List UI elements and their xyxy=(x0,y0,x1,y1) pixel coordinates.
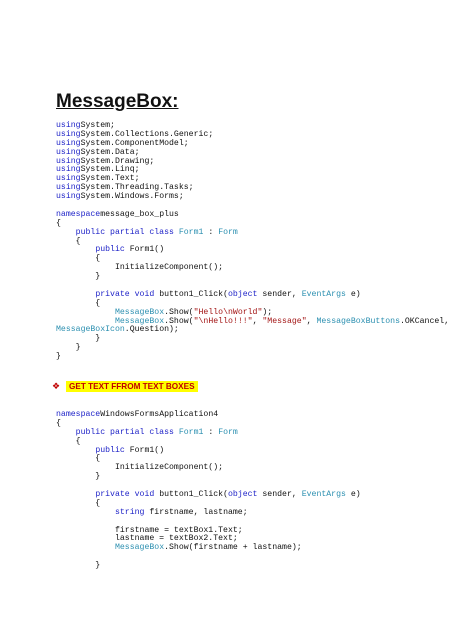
code-token: MessageBoxButtons xyxy=(316,316,400,326)
code-token: .OKCancel, xyxy=(399,316,450,326)
code-token: } xyxy=(56,472,101,482)
code-token: sender, xyxy=(257,289,302,299)
code-token: string xyxy=(114,507,145,517)
code-token: message_box_plus xyxy=(100,209,179,219)
diamond-bullet-icon: ❖ xyxy=(52,382,61,392)
code-line xyxy=(56,273,449,282)
code-token: public xyxy=(95,245,125,255)
code-token: Form1() xyxy=(124,245,165,255)
code-token: public partial class xyxy=(75,427,174,437)
code-token: MessageBox xyxy=(114,316,165,326)
code-token: System.Drawing; xyxy=(80,156,155,166)
code-token: { xyxy=(56,436,81,446)
code-token: : xyxy=(203,427,219,437)
code-token: .Show( xyxy=(164,316,194,326)
code-token: namespace xyxy=(56,209,101,219)
code-token: using xyxy=(56,183,81,193)
code-token: object xyxy=(227,289,258,299)
code-token: using xyxy=(56,147,81,157)
code-token xyxy=(56,543,115,552)
code-token: System.Threading.Tasks; xyxy=(80,183,194,193)
code-line xyxy=(56,353,449,362)
code-token: firstname, lastname; xyxy=(144,507,248,517)
code-token: System.Text; xyxy=(80,174,140,184)
code-token: "\nHello!!!" xyxy=(193,316,253,326)
code-token: using xyxy=(56,165,81,175)
code-token: EventArgs xyxy=(301,289,346,299)
code-line xyxy=(56,326,449,335)
code-token: .Question); xyxy=(124,325,179,335)
code-token xyxy=(56,308,115,317)
code-token: using xyxy=(56,156,81,166)
code-block-textboxes xyxy=(56,411,361,571)
code-token: using xyxy=(56,192,81,202)
code-token: public partial class xyxy=(75,227,174,237)
code-token: namespace xyxy=(56,410,101,419)
code-token: button1_Click( xyxy=(154,289,228,299)
code-token: } xyxy=(56,272,101,282)
code-line xyxy=(56,246,449,255)
code-line xyxy=(56,291,449,300)
code-token: System.Windows.Forms; xyxy=(80,192,184,202)
code-token: e) xyxy=(345,490,361,500)
code-token: using xyxy=(56,121,81,130)
code-token: { xyxy=(56,254,101,264)
code-token: , xyxy=(252,316,263,326)
code-token: } xyxy=(56,334,101,344)
code-token: } xyxy=(56,352,61,362)
code-token: .Show(firstname + lastname); xyxy=(164,543,302,553)
code-token: private void xyxy=(95,289,155,299)
code-line xyxy=(56,335,449,344)
code-token xyxy=(56,490,95,499)
code-token: { xyxy=(56,236,81,246)
code-token xyxy=(56,290,95,299)
code-token: private void xyxy=(95,490,155,500)
code-token: Form1 xyxy=(178,227,204,237)
code-token: MessageBoxIcon xyxy=(56,325,125,335)
code-line xyxy=(56,562,361,571)
code-line xyxy=(56,264,449,273)
code-line xyxy=(56,229,449,238)
section-title-highlighted: GET TEXT FFROM TEXT BOXES xyxy=(66,381,198,392)
code-line xyxy=(56,491,361,500)
code-line xyxy=(56,429,361,438)
code-token: .Show( xyxy=(164,307,194,317)
code-token: , xyxy=(306,316,317,326)
code-token: public xyxy=(95,445,125,455)
code-block-messagebox xyxy=(56,122,449,362)
code-token: Form1 xyxy=(178,427,204,437)
code-line xyxy=(56,464,361,473)
code-token xyxy=(56,428,76,437)
code-line xyxy=(56,211,449,220)
code-token: System.Collections.Generic; xyxy=(80,129,214,139)
code-token: object xyxy=(227,490,258,500)
code-token: System; xyxy=(80,121,115,130)
code-token: { xyxy=(56,298,101,308)
code-token: { xyxy=(56,498,101,508)
code-line xyxy=(56,344,449,353)
code-token: } xyxy=(56,343,81,353)
code-token: System.ComponentModel; xyxy=(80,138,189,148)
code-token: InitializeComponent(); xyxy=(56,463,224,473)
code-line xyxy=(56,553,361,562)
code-token: "Hello\nWorld" xyxy=(193,307,263,317)
code-token xyxy=(56,228,76,237)
code-token: Form xyxy=(218,227,238,237)
code-token: firstname = textBox1.Text; xyxy=(56,525,243,535)
code-token: "Message" xyxy=(262,316,307,326)
code-token: { xyxy=(56,418,61,428)
code-token: using xyxy=(56,129,81,139)
code-token: InitializeComponent(); xyxy=(56,263,224,273)
code-token: WindowsFormsApplication4 xyxy=(100,410,219,419)
code-line xyxy=(56,193,449,202)
code-line xyxy=(56,473,361,482)
code-token: { xyxy=(56,454,101,464)
code-token: } xyxy=(56,561,101,571)
code-line xyxy=(56,411,361,420)
code-token: { xyxy=(56,218,61,228)
code-token: MessageBox xyxy=(114,307,165,317)
code-token: EventArgs xyxy=(301,490,346,500)
code-token xyxy=(56,508,115,517)
code-line xyxy=(56,544,361,553)
code-token: sender, xyxy=(257,490,302,500)
code-line xyxy=(56,509,361,518)
code-line xyxy=(56,447,361,456)
code-token: using xyxy=(56,138,81,148)
page-heading: MessageBox: xyxy=(56,91,179,112)
code-token: using xyxy=(56,174,81,184)
code-token: e) xyxy=(345,289,361,299)
code-token: MessageBox xyxy=(114,543,165,553)
code-token: System.Linq; xyxy=(80,165,140,175)
code-token: ); xyxy=(262,307,273,317)
code-token: button1_Click( xyxy=(154,490,228,500)
code-token: lastname = textBox2.Text; xyxy=(56,534,238,544)
code-token: System.Data; xyxy=(80,147,140,157)
code-token: Form xyxy=(218,427,238,437)
code-token: : xyxy=(203,227,219,237)
code-token: Form1() xyxy=(124,445,165,455)
